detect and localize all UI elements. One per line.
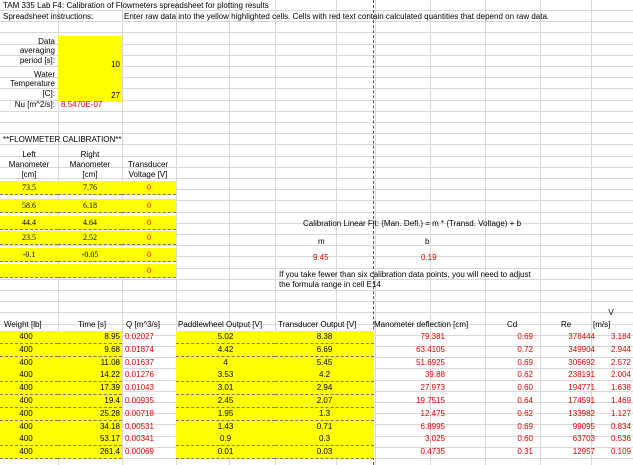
table-cell: 0.01874	[125, 345, 154, 354]
right-header-3: [cm]	[82, 170, 98, 179]
table-cell: 0.62	[517, 409, 533, 418]
table-cell: 79.381	[420, 332, 445, 341]
table-cell: 0.00341	[125, 434, 154, 443]
table-cell[interactable]: 400	[19, 422, 33, 431]
table-cell[interactable]: 19.4	[104, 396, 120, 405]
table-cell[interactable]: 400	[19, 345, 33, 354]
table-cell: 0.31	[517, 447, 533, 456]
col-header-re: Re	[561, 320, 572, 329]
table-cell: 133982	[568, 409, 595, 418]
calibration-value[interactable]: -0.05	[81, 250, 99, 259]
table-cell[interactable]: 400	[19, 409, 33, 418]
period-label-2: averaging	[19, 46, 55, 55]
temp-label-2: Temperature	[10, 79, 55, 88]
table-cell[interactable]: 4.42	[217, 345, 234, 354]
table-cell: 0.69	[517, 332, 533, 341]
period-value[interactable]: 10	[111, 60, 120, 69]
table-cell[interactable]: 6.69	[316, 345, 333, 354]
table-cell[interactable]: 2.07	[316, 396, 333, 405]
temp-label-1: Water	[33, 70, 55, 79]
grid-row-line	[0, 290, 633, 291]
sheet-title: TAM 335 Lab F4: Calibration of Flowmeters spreadsheet for plotting results	[3, 1, 269, 10]
table-cell[interactable]: 3.01	[217, 383, 234, 392]
table-cell: 6.8995	[420, 422, 445, 431]
col-header-transducer: Transducer Output [V]	[278, 320, 357, 329]
col-header-cd: Cd	[507, 320, 518, 329]
calibration-value[interactable]: 44.4	[22, 218, 36, 227]
nu-value: 8.5470E-07	[61, 100, 103, 109]
table-cell: 0.69	[517, 422, 533, 431]
table-cell: 1.127	[610, 409, 631, 418]
nu-label: Nu [m^2/s]:	[14, 100, 55, 109]
table-cell[interactable]: 400	[19, 358, 33, 367]
calibration-input-cell[interactable]	[58, 264, 122, 278]
table-cell[interactable]: 0.03	[316, 447, 333, 456]
table-cell: 3.025	[424, 434, 445, 443]
col-header-manometer: Manometer deflection [cm]	[374, 320, 469, 329]
calibration-value[interactable]: 0	[147, 183, 151, 192]
temperature-value[interactable]: 27	[111, 91, 120, 100]
table-cell: 2.572	[610, 358, 631, 367]
right-header-1: Right	[80, 150, 100, 159]
table-cell[interactable]: 14.22	[99, 370, 120, 379]
table-cell[interactable]: 9.68	[104, 345, 120, 354]
right-header-2: Manometer	[69, 160, 111, 169]
table-cell[interactable]: 0.3	[318, 434, 331, 443]
instructions-text: Enter raw data into the yellow highlighted cells. Cells with red text contain calculated quantities that depend on raw data.	[124, 12, 550, 21]
trans-header-1: Transducer	[127, 160, 169, 169]
table-cell: 27.973	[420, 383, 445, 392]
col-header-v: V	[608, 308, 614, 317]
table-cell[interactable]: 11.08	[100, 358, 120, 367]
grid-row-line	[0, 111, 633, 112]
table-cell: 0.62	[517, 370, 533, 379]
table-cell[interactable]: 400	[19, 370, 33, 379]
table-cell[interactable]: 2.94	[316, 383, 333, 392]
fit-label: Calibration Linear Fit: (Man. Defl.) = m * (Transd. Voltage) + b	[303, 219, 522, 228]
table-cell[interactable]: 34.18	[99, 422, 120, 431]
fit-b-label: b	[425, 237, 430, 246]
calibration-value[interactable]: 58.6	[22, 201, 36, 210]
table-cell: 238191	[568, 370, 595, 379]
table-cell: 0.00531	[125, 422, 154, 431]
fit-note-2: the formula range in cell E14	[279, 280, 381, 289]
calibration-value[interactable]: 7.76	[83, 183, 97, 192]
table-cell: 51.6925	[416, 358, 445, 367]
grid-row-line	[0, 32, 633, 33]
flowmeter-heading: **FLOWMETER CALIBRATION**	[3, 135, 122, 144]
table-cell: 2.944	[610, 345, 631, 354]
table-cell: 19.7515	[416, 396, 445, 405]
calibration-value[interactable]: 23.5	[22, 233, 36, 242]
col-header-v-units: [m/s]	[593, 320, 611, 329]
table-cell[interactable]: 53.17	[99, 434, 120, 443]
table-cell: 0.00935	[125, 396, 154, 405]
table-cell: 39.88	[424, 370, 445, 379]
table-cell: 0.01637	[125, 358, 154, 367]
fit-note-1: If you take fewer than six calibration data points, you will need to adjust	[279, 270, 531, 279]
col-header-time: Time [s]	[78, 320, 107, 329]
calibration-value[interactable]: 0	[147, 218, 151, 227]
table-cell[interactable]: 400	[19, 434, 33, 443]
table-cell[interactable]: 3.53	[217, 370, 234, 379]
calibration-value[interactable]: 0	[147, 233, 151, 242]
fit-b-value: 0.19	[421, 253, 437, 262]
calibration-value[interactable]: 2.52	[83, 233, 97, 242]
calibration-value[interactable]: 73.5	[22, 183, 36, 192]
table-cell: 12957	[572, 447, 595, 456]
calibration-value[interactable]: -0.1	[22, 250, 36, 259]
table-cell: 63.4105	[416, 345, 445, 354]
grid-row-line	[0, 245, 633, 246]
table-cell: 0.109	[610, 447, 631, 456]
col-header-paddlewheel: Paddlewheel Output [V]	[178, 320, 263, 329]
table-cell[interactable]: 5.02	[217, 332, 234, 341]
grid-row-line	[0, 122, 633, 123]
grid-row-line	[0, 301, 633, 302]
table-cell[interactable]: 0.01	[217, 447, 234, 456]
table-cell[interactable]: 4.2	[318, 370, 331, 379]
table-cell[interactable]: 0.71	[316, 422, 333, 431]
col-header-weight: Weight [lb]	[4, 320, 42, 329]
table-cell: 3.184	[610, 332, 631, 341]
temp-label-3: [C]:	[42, 89, 55, 98]
table-cell[interactable]: 1.95	[217, 409, 234, 418]
calibration-value[interactable]: 6.18	[83, 201, 97, 210]
table-cell[interactable]: 400	[19, 332, 33, 341]
table-cell[interactable]: 5.45	[316, 358, 333, 367]
table-cell[interactable]: 261.4	[99, 447, 120, 456]
left-header-1: Left	[22, 150, 36, 159]
table-cell[interactable]: 1.3	[318, 409, 331, 418]
table-cell: 0.00718	[125, 409, 154, 418]
table-cell: 0.02027	[125, 332, 154, 341]
period-label-1: Data	[38, 37, 55, 46]
grid-row-line	[0, 133, 633, 134]
table-cell[interactable]: 4	[223, 358, 228, 367]
table-cell[interactable]: 25.28	[99, 409, 120, 418]
grid-row-line	[0, 312, 633, 313]
calibration-input-cell[interactable]	[0, 264, 58, 278]
table-cell[interactable]: 1.43	[217, 422, 234, 431]
table-cell[interactable]: 17.39	[99, 383, 120, 392]
table-cell: 1.638	[610, 383, 631, 392]
table-cell: 0.01043	[125, 383, 154, 392]
table-cell: 0.834	[610, 422, 631, 431]
table-cell: 63703	[572, 434, 595, 443]
calibration-value[interactable]: 4.64	[83, 218, 97, 227]
table-cell[interactable]: 400	[19, 383, 33, 392]
table-cell: 0.69	[517, 358, 533, 367]
table-cell: 194771	[568, 383, 595, 392]
table-cell: 0.64	[517, 396, 533, 405]
table-cell[interactable]: 8.95	[104, 332, 120, 341]
table-cell[interactable]: 400	[19, 396, 33, 405]
calibration-value[interactable]: 0	[147, 266, 151, 275]
table-cell: 378444	[568, 332, 595, 341]
table-cell: 349904	[568, 345, 595, 354]
table-cell: 0.60	[517, 383, 533, 392]
trans-header-2: Voltage [V]	[128, 170, 168, 179]
table-cell[interactable]: 0.9	[219, 434, 232, 443]
table-cell: 0.72	[517, 345, 533, 354]
left-header-3: [cm]	[21, 170, 37, 179]
table-cell[interactable]: 8.38	[316, 332, 333, 341]
table-cell: 305692	[568, 358, 595, 367]
fit-m-value: 9.45	[313, 253, 329, 262]
fit-m-label: m	[318, 237, 325, 246]
table-cell: 0.00069	[125, 447, 154, 456]
table-cell: 0.60	[517, 434, 533, 443]
period-label-3: period [s]:	[19, 56, 55, 65]
col-header-q: Q [m^3/s]	[126, 320, 160, 329]
table-cell[interactable]: 2.45	[217, 396, 234, 405]
table-cell: 99095	[572, 422, 595, 431]
table-cell: 2.004	[610, 370, 631, 379]
table-cell: 0.01276	[125, 370, 154, 379]
calibration-value[interactable]: 0	[147, 201, 151, 210]
table-cell[interactable]: 400	[19, 447, 33, 456]
instructions-label: Spreadsheet instructions:	[3, 12, 94, 21]
calibration-value[interactable]: 0	[147, 250, 151, 259]
table-cell: 174591	[568, 396, 595, 405]
table-cell: 0.4735	[420, 447, 445, 456]
table-cell: 0.536	[610, 434, 631, 443]
left-header-2: Manometer	[8, 160, 50, 169]
table-cell: 1.469	[610, 396, 631, 405]
table-cell: 12.475	[420, 409, 445, 418]
